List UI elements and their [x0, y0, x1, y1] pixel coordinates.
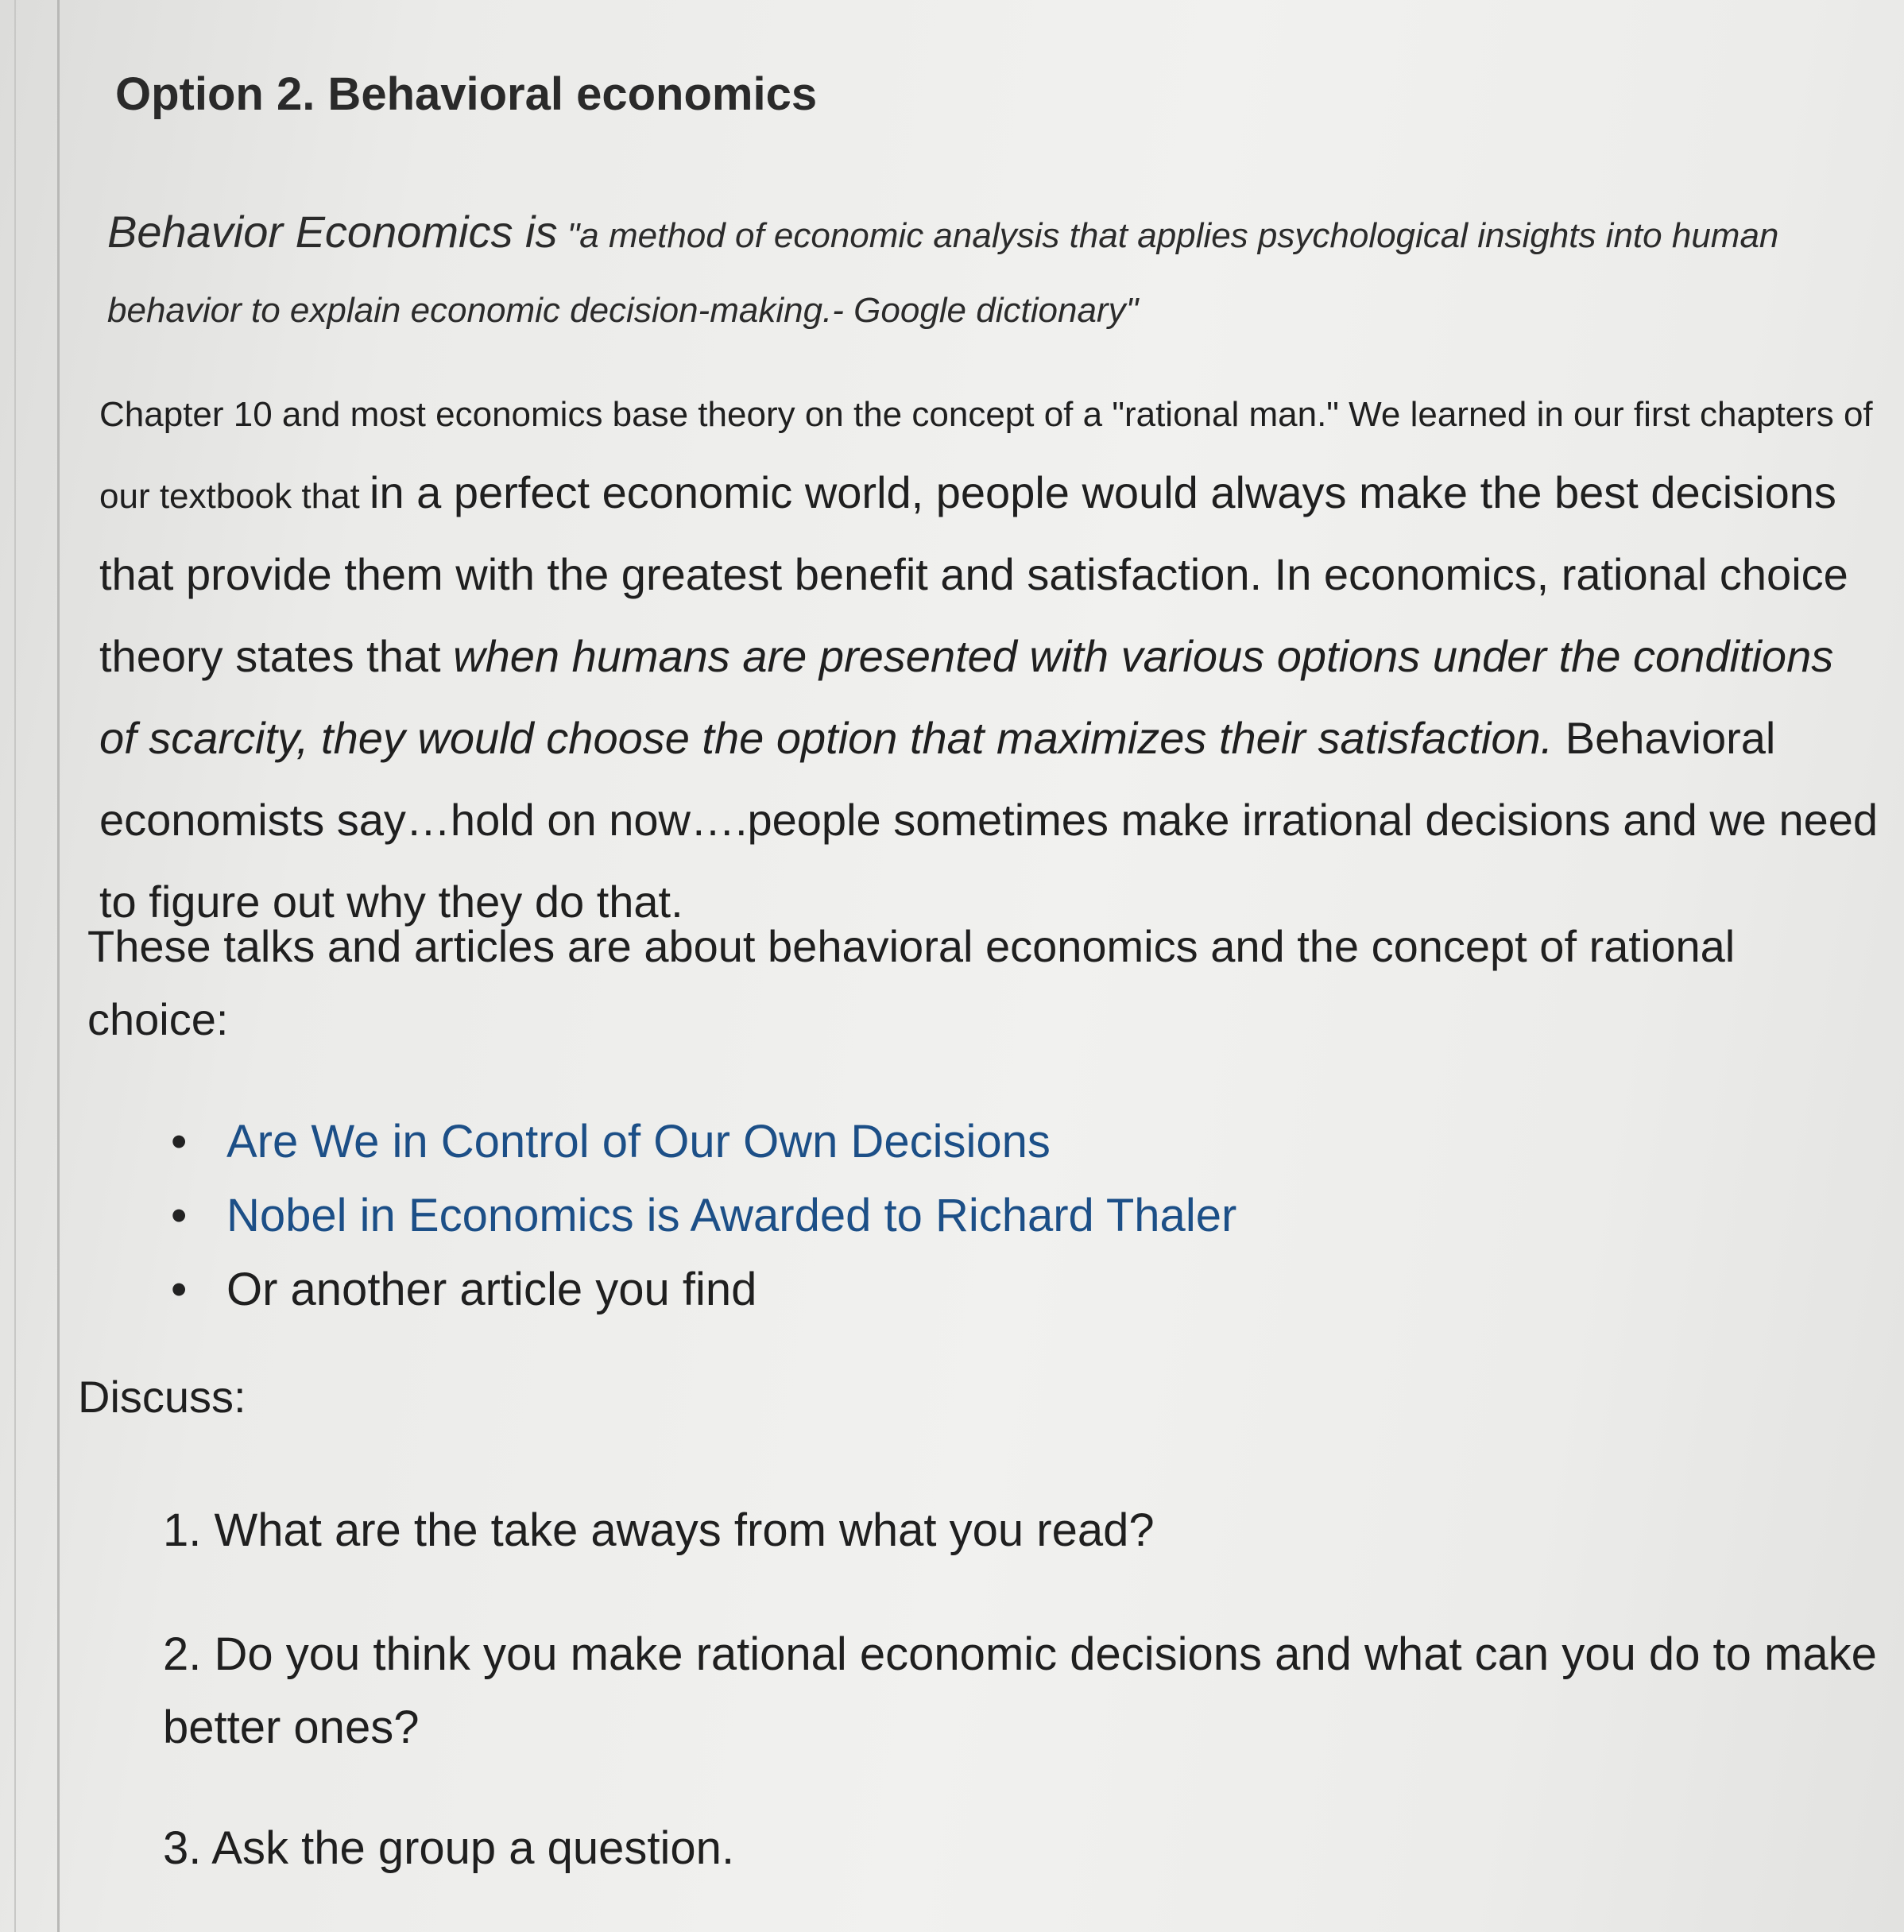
question-item: 1. What are the take aways from what you read? — [163, 1504, 1155, 1556]
chapter-text-4: Behavioral economists say…hold on now….people sometimes make irrational decisions and we need to figure out why they do that. — [99, 713, 1879, 927]
question-item: 3. Ask the group a question. — [163, 1822, 735, 1874]
page-heading: Option 2. Behavioral economics — [115, 68, 818, 120]
chapter-text-1: Chapter 10 and most economics base theory on the concept of a "rational man." We learned in our first chapters of our textbook that — [99, 395, 1873, 516]
resource-other-article — [171, 1253, 1236, 1326]
definition-paragraph — [107, 199, 1840, 352]
question-item: 2. Do you think you make rational economic decisions and what can you do to make better ones? — [163, 1628, 1877, 1753]
chapter-paragraph — [99, 380, 1879, 949]
chapter-text-italic: when humans are presented with various options under the conditions of scarcity, they would choose the option that maximizes their satisfaction. — [99, 631, 1834, 763]
link-label[interactable]: Are We in Control of Our Own Decisions — [226, 1116, 1051, 1167]
resource-link-thaler-nobel[interactable] — [171, 1179, 1236, 1253]
resource-link-control-decisions[interactable] — [171, 1105, 1236, 1179]
resources-intro: These talks and articles are about behavioral economics and the concept of rational choice: — [87, 921, 1736, 1044]
link-label[interactable]: Nobel in Economics is Awarded to Richard Thaler — [226, 1190, 1237, 1241]
resource-list — [171, 1105, 1236, 1326]
discussion-questions — [163, 1494, 1895, 1932]
bullet: • — [171, 1190, 188, 1241]
item-label: Or another article you find — [226, 1264, 757, 1315]
discuss-label: Discuss: — [78, 1372, 246, 1422]
definition-lead: Behavior Economics is — [107, 207, 558, 257]
bullet: • — [171, 1264, 188, 1315]
definition-quote: "a method of economic analysis that applies psychological insights into human behavior to explain economic decision-making.- Google dictionary" — [107, 216, 1779, 330]
chapter-text-2: in a perfect economic world, people would always make the best decisions that provide them with the greatest benefit and satisfaction. In economics, rational choice theory states that — [99, 467, 1848, 681]
bullet: • — [171, 1116, 188, 1167]
